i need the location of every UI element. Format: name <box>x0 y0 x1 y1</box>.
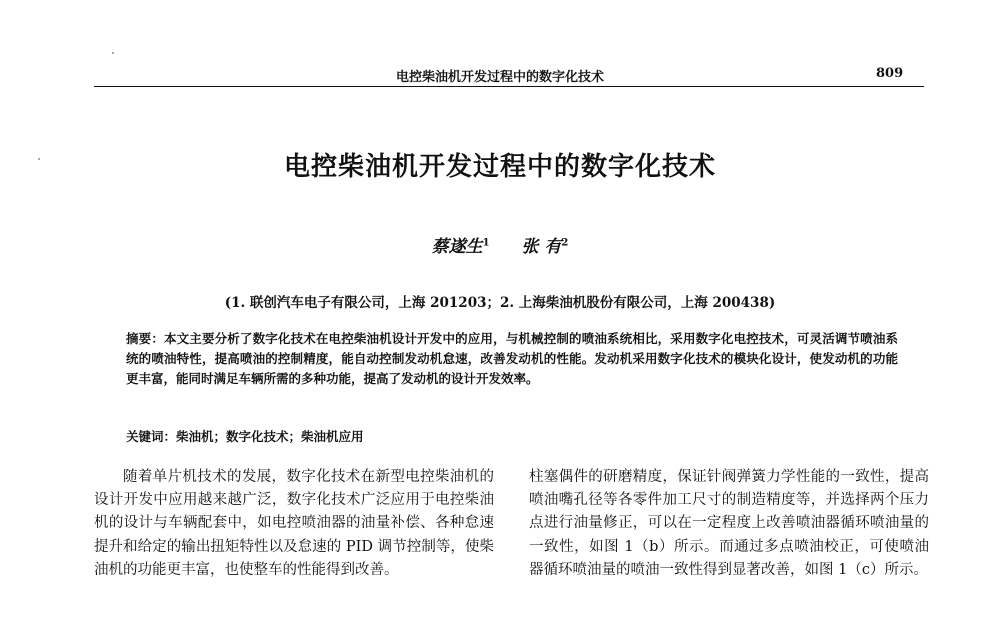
author-list <box>0 232 1000 257</box>
keywords-label: 关键词： <box>126 429 177 444</box>
author-1 <box>432 232 490 257</box>
abstract-text: 本文主要分析了数字化技术在电控柴油机设计开发中的应用，与机械控制的喷油系统相比，采用数字化电控技术，可灵活调节喷油系统的喷油特性，提高喷油的控制精度，能自动控制发动机怠速，改善发动机的性能。发动机采用数字化技术的模块化设计，使发动机的功能更丰富，能同时满足车辆所需的多种功能，提高了发动机的设计开发效率。 <box>126 331 898 386</box>
body-right-column: 柱塞偶件的研磨精度，保证针阀弹簧力学性能的一致性，提高喷油嘴孔径等各零件加工尺寸的制造精度等，并选择两个压力点进行油量修正，可以在一定程度上改善喷油器循环喷油量的一致性，如图 1（b）所示。而通过多点喷油校正，可使喷油器循环喷油量的喷油一致性得到显著改善，如图 1（c）所示。 <box>529 469 929 578</box>
affiliation: (1. 联创汽车电子有限公司，上海 201203；2. 上海柴油机股份有限公司，上海 200438) <box>224 295 776 311</box>
paper-title: 电控柴油机开发过程中的数字化技术 <box>283 152 716 182</box>
scan-speck <box>112 52 114 54</box>
author-name: 蔡遂生 <box>431 237 483 257</box>
abstract-label: 摘要： <box>126 331 164 346</box>
author-affiliation-index: 2 <box>561 237 569 249</box>
keywords-text: 柴油机；数字化技术；柴油机应用 <box>176 429 364 444</box>
abstract <box>126 329 898 389</box>
body-left-column: 随着单片机技术的发展，数字化技术在新型电控柴油机的设计开发中应用越来越广泛，数字化技术广泛应用于电控柴油机的设计与车辆配套中，如电控喷油器的油量补偿、各种怠速提升和给定的输出扭矩特性以及怠速的 PID 调节控制等，使柴油机的功能更丰富，也使整车的性能得到改善。 <box>94 469 494 578</box>
header-rule <box>94 86 924 87</box>
author-name: 张 有 <box>521 237 562 257</box>
author-affiliation-index: 1 <box>482 237 490 249</box>
page-number: 809 <box>876 66 904 81</box>
keywords <box>126 428 898 446</box>
author-2 <box>522 232 569 257</box>
running-header-title: 电控柴油机开发过程中的数字化技术 <box>395 70 604 85</box>
